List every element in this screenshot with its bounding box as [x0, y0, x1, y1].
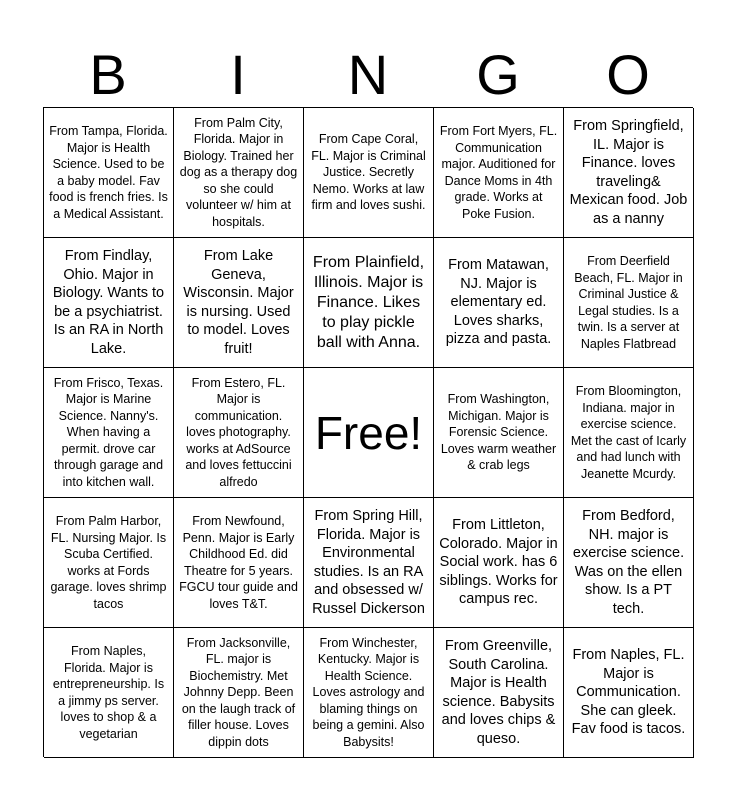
header-letter-n: N: [347, 43, 389, 106]
header-letter-o: O: [606, 43, 650, 106]
cell-text: From Bloomington, Indiana. major in exercise science. Met the cast of Icarly and had lunch with Jeanette Mcurdy.: [570, 384, 687, 481]
cell-text: From Springfield, IL. Major is Finance. loves traveling& Mexican food. Job as a nanny: [569, 118, 688, 227]
free-space-cell[interactable]: [304, 368, 434, 498]
cell-text: From Tampa, Florida. Major is Health Science. Used to be a baby model. Fav food is french fries. Is a Medical Assistant.: [49, 124, 168, 221]
bingo-cell[interactable]: [44, 108, 174, 238]
cell-text: From Matawan, NJ. Major is elementary ed. Loves sharks, pizza and pasta.: [445, 257, 552, 348]
bingo-cell[interactable]: [564, 628, 694, 758]
bingo-card-grid: [43, 107, 693, 757]
header-letter-b: B: [89, 43, 127, 106]
bingo-cell[interactable]: [44, 368, 174, 498]
cell-text: From Littleton, Colorado. Major in Social work. has 6 siblings. Works for campus rec.: [439, 517, 558, 608]
cell-text: From Findlay, Ohio. Major in Biology. Wants to be a psychiatrist. Is an RA in North Lake.: [52, 248, 165, 357]
bingo-cell[interactable]: [304, 108, 434, 238]
cell-text: From Palm City, Florida. Major in Biology. Trained her dog as a therapy dog so she could volunteer w/ him at hospitals.: [179, 115, 298, 229]
bingo-cell[interactable]: [434, 368, 564, 498]
bingo-cell[interactable]: [44, 628, 174, 758]
bingo-cell[interactable]: [564, 368, 694, 498]
bingo-cell[interactable]: [174, 238, 304, 368]
bingo-cell[interactable]: [564, 238, 694, 368]
cell-text: From Lake Geneva, Wisconsin. Major is nursing. Used to model. Loves fruit!: [183, 248, 294, 357]
bingo-cell[interactable]: [174, 498, 304, 628]
cell-text: From Jacksonville, FL. major is Biochemistry. Met Johnny Depp. Been on the laugh track of filler house. Loves dippin dots: [181, 635, 296, 749]
cell-text: From Palm Harbor, FL. Nursing Major. Is Scuba Certified. works at Fords garage. loves shrimp tacos: [50, 514, 167, 611]
cell-text: From Estero, FL. Major is communication. loves photography. works at AdSource and loves fettuccini alfredo: [185, 375, 292, 489]
cell-text: From Plainfield, Illinois. Major is Finance. Likes to play pickle ball with Anna.: [312, 253, 425, 351]
cell-text: From Spring Hill, Florida. Major is Environmental studies. Is an RA and obsessed w/ Russel Dickerson: [312, 508, 425, 617]
bingo-cell[interactable]: [174, 628, 304, 758]
bingo-cell[interactable]: [434, 628, 564, 758]
cell-text: From Naples, FL. Major is Communication. She can gleek. Fav food is tacos.: [571, 647, 686, 738]
bingo-cell[interactable]: [44, 498, 174, 628]
bingo-cell[interactable]: [434, 498, 564, 628]
bingo-cell[interactable]: [564, 498, 694, 628]
cell-text: From Bedford, NH. major is exercise science. Was on the ellen show. Is a PT tech.: [572, 508, 685, 617]
cell-text: From Greenville, South Carolina. Major is Health science. Babysits and loves chips & queso.: [441, 638, 556, 747]
cell-text: From Naples, Florida. Major is entrepreneurship. Is a jimmy ps server. loves to shop & a vegetarian: [52, 644, 165, 741]
cell-text: From Cape Coral, FL. Major is Criminal Justice. Secretly Nemo. Works at law firm and loves sushi.: [311, 132, 426, 213]
cell-text: From Frisco, Texas. Major is Marine Science. Nanny's. When having a permit. drove car through garage and into kitchen wall.: [53, 375, 164, 489]
bingo-cell[interactable]: [174, 108, 304, 238]
cell-text: From Newfound, Penn. Major is Early Childhood Ed. did Theatre for 5 years. FGCU tour guide and loves T&T.: [179, 514, 298, 611]
header-letter-i: I: [230, 43, 246, 106]
bingo-cell[interactable]: [304, 498, 434, 628]
bingo-cell[interactable]: [434, 108, 564, 238]
bingo-cell[interactable]: [44, 238, 174, 368]
cell-text: From Fort Myers, FL. Communication major. Auditioned for Dance Moms in 4th grade. Works at Poke Fusion.: [439, 124, 558, 221]
header-letter-g: G: [476, 43, 520, 106]
free-space-text: Free!: [314, 406, 423, 459]
cell-text: From Deerfield Beach, FL. Major in Criminal Justice & Legal studies. Is a twin. Is a server at Naples Flatbread: [574, 254, 683, 351]
cell-text: From Winchester, Kentucky. Major is Health Science. Loves astrology and blaming things on being a gemini. Also Babysits!: [312, 635, 425, 749]
bingo-cell[interactable]: [304, 628, 434, 758]
bingo-cell[interactable]: [174, 368, 304, 498]
cell-text: From Washington, Michigan. Major is Forensic Science. Loves warm weather & crab legs: [440, 392, 557, 473]
bingo-cell[interactable]: [434, 238, 564, 368]
bingo-header: [43, 44, 693, 106]
bingo-cell[interactable]: [564, 108, 694, 238]
bingo-cell[interactable]: [304, 238, 434, 368]
